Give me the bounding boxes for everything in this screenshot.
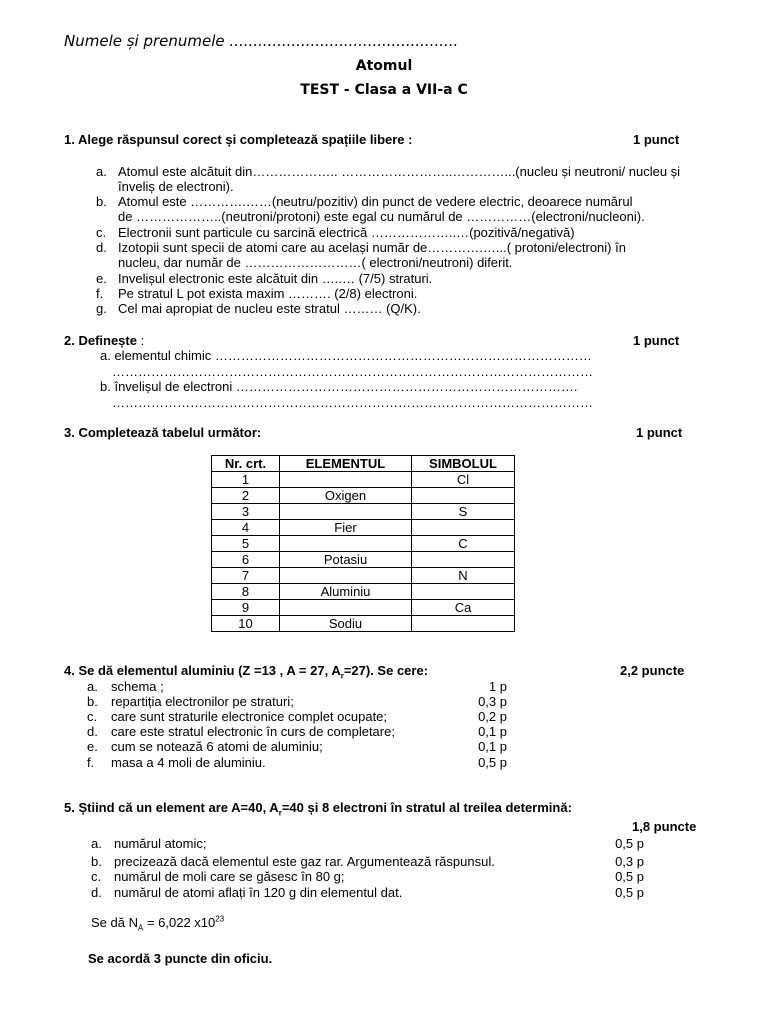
q5-given [91,914,225,933]
q5-heading [64,800,572,818]
table-cell: Aluminiu [280,584,412,600]
q4-heading-text: 4. Se dă elementul aluminiu (Z =13 , A = 27, A [64,663,341,678]
q1-heading: 1. Alege răspunsul corect și completează spațiile libere : [64,132,413,147]
q1-item-letter: e. [96,271,107,286]
table-row [212,584,515,600]
q1-item-text: Pe stratul L pot exista maxim ………. (2/8) electroni. [118,286,418,301]
table-cell [412,488,515,504]
q4-item-text: cum se notează 6 atomi de aluminiu; [111,739,323,754]
q4-item-text: care este stratul electronic în curs de completare; [111,724,395,739]
table-cell: Fier [280,520,412,536]
table-cell: S [412,504,515,520]
q5-item-letter: b. [91,854,102,869]
q2-item-b: b. învelișul de electroni ……………………………………………………………………. [100,379,578,394]
q5-item-points: 0,5 p [615,885,644,900]
q5-item-letter: d. [91,885,102,900]
table-cell: 7 [212,568,280,584]
q5-item-points: 0,5 p [615,869,644,884]
q5-given-sup: 23 [215,914,225,924]
table-row [212,520,515,536]
footer-note: Se acordă 3 puncte din oficiu. [88,951,273,966]
table-cell [280,568,412,584]
q5-item-points: 0,3 p [615,854,644,869]
q4-item-text: schema ; [111,679,164,694]
table-cell: Oxigen [280,488,412,504]
q4-item-letter: c. [87,709,98,724]
q3-heading: 3. Completează tabelul următor: [64,425,262,440]
table-cell [280,600,412,616]
q2-points: 1 punct [633,333,680,348]
elements-table [211,455,515,632]
table-cell [412,552,515,568]
table-cell [412,520,515,536]
q1-points: 1 punct [633,132,680,147]
q4-item-points: 0,3 p [478,694,507,709]
table-header-row [212,456,515,472]
q2-heading-text: 2. Definește [64,333,137,348]
table-cell: 3 [212,504,280,520]
q2-item-a: a. elementul chimic …………………………………………………………………………… [100,348,592,363]
q2-item-a-dots: ………………………………………………………………………………………………… [112,364,593,379]
table-cell: 9 [212,600,280,616]
q4-item-letter: b. [87,694,98,709]
q4-item-points: 0,1 p [478,739,507,754]
q5-given-sub: A [137,923,144,933]
q4-item-points: 0,2 p [478,709,507,724]
q5-item-letter: a. [91,836,102,851]
q1-item-letter: g. [96,301,107,316]
q2-heading [64,333,144,348]
q4-item-letter: f. [87,755,95,770]
q1-item-text: Izotopii sunt specii de atomi care au același număr de………….…...( protoni/electroni) în [118,240,626,255]
q1-item-text: Invelișul electronic este alcătuit din …..… (7/5) straturi. [118,271,433,286]
q5-item-points: 0,5 p [615,836,644,851]
table-row [212,568,515,584]
q5-given-value: = 6,022 x10 [143,915,216,930]
q1-item-letter: a. [96,164,107,179]
table-cell [280,504,412,520]
q1-item-letter: f. [96,286,104,301]
table-cell: 5 [212,536,280,552]
table-cell: Cl [412,472,515,488]
table-cell: C [412,536,515,552]
table-row [212,536,515,552]
q3-points: 1 punct [636,425,683,440]
table-cell: Sodiu [280,616,412,632]
q4-heading-text-end: =27). Se cere: [343,663,429,678]
q1-item-text: Cel mai apropiat de nucleu este stratul ……… (Q/K). [118,301,421,316]
q1-item-text-cont: nucleu, dar număr de ………………………( electroni/neutroni) diferit. [118,255,513,270]
q1-item-letter: d. [96,240,107,255]
table-header: ELEMENTUL [280,456,412,472]
q5-heading-sub: r [278,808,282,818]
q1-item-text: Atomul este alcătuit din……………….. ……………………..…………...(nucleu și neutroni/ nucleu și [118,164,681,179]
q4-heading [64,663,429,681]
q1-item-text: Atomul este ………….……(neutru/pozitiv) din punct de vedere electric, deoarece numărul [118,194,633,209]
q4-points: 2,2 puncte [620,663,685,678]
q5-given-text: Se dă N [91,915,138,930]
table-cell: Potasiu [280,552,412,568]
q1-item-letter: c. [96,225,107,240]
q4-item-text: masa a 4 moli de aluminiu. [111,755,266,770]
table-cell: Ca [412,600,515,616]
q5-heading-text-end: =40 și 8 electroni în stratul al treilea determină: [281,800,572,815]
table-cell: 2 [212,488,280,504]
table-header: SIMBOLUL [412,456,515,472]
table-row [212,600,515,616]
q2-item-b-dots: ………………………………………………………………………………………………… [112,395,593,410]
q1-item-text: Electronii sunt particule cu sarcină electrică ………………..…(pozitivă/negativă) [118,225,575,240]
table-cell [280,536,412,552]
test-title: Atomul [355,58,413,74]
q4-heading-sub: r [340,671,344,681]
table-cell [412,616,515,632]
student-name-line: Numele și prenumele ................................................ [64,32,459,50]
q4-item-text: care sunt straturile electronice complet ocupate; [111,709,388,724]
table-cell: 4 [212,520,280,536]
table-row [212,616,515,632]
q5-item-letter: c. [91,869,102,884]
table-cell [412,584,515,600]
table-row [212,504,515,520]
table-row [212,488,515,504]
q5-item-text: numărul atomic; [114,836,207,851]
q4-item-points: 0,5 p [478,755,507,770]
q4-item-text: repartiția electronilor pe straturi; [111,694,294,709]
q4-item-letter: a. [87,679,98,694]
q4-item-points: 0,1 p [478,724,507,739]
table-row [212,552,515,568]
table-header: Nr. crt. [212,456,280,472]
table-cell: 6 [212,552,280,568]
q1-item-text-cont: de ………………..(neutroni/protoni) este egal cu numărul de ……………(electroni/nucleoni). [118,209,645,224]
q5-item-text: numărul de moli care se găsesc în 80 g; [114,869,345,884]
table-row [212,472,515,488]
q5-points: 1,8 puncte [632,819,697,834]
q4-item-points: 1 p [488,679,507,694]
q5-item-text: precizează dacă elementul este gaz rar. Argumentează răspunsul. [114,854,495,869]
q4-item-letter: d. [87,724,98,739]
table-cell [280,472,412,488]
test-subtitle: TEST - Clasa a VII-a C [300,82,468,98]
q1-item-letter: b. [96,194,107,209]
q1-item-text-cont: înveliș de electroni). [118,179,234,194]
q4-item-letter: e. [87,739,98,754]
q5-item-text: numărul de atomi aflați în 120 g din elementul dat. [114,885,403,900]
table-cell: 1 [212,472,280,488]
table-cell: 10 [212,616,280,632]
q5-heading-text: 5. Știind că un element are A=40, A [64,800,279,815]
table-cell: 8 [212,584,280,600]
table-cell: N [412,568,515,584]
q2-heading-colon: : [136,333,145,348]
